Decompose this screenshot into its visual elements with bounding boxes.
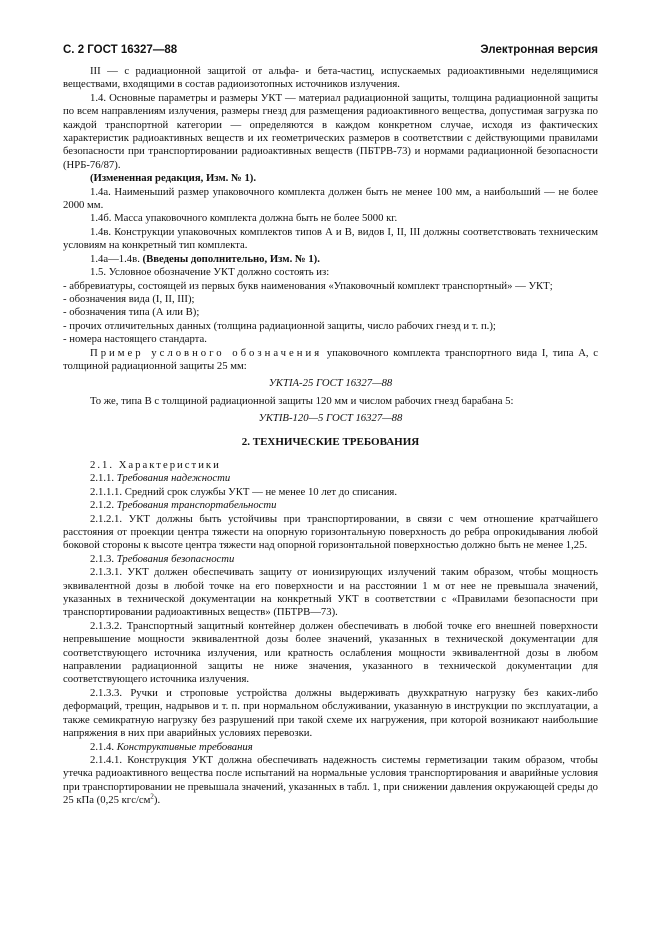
page-header-left: С. 2 ГОСТ 16327—88 (63, 44, 178, 56)
document-body (63, 65, 598, 808)
paragraph-text-end: ). (153, 794, 161, 807)
subsection-title: Требования безопасности (116, 552, 235, 565)
clause-number: 2.1.4. (90, 740, 117, 753)
subsection-title: 2.1. Характеристики (90, 458, 221, 471)
subsection-heading (63, 459, 598, 472)
paragraph: 2.1.3.1. УКТ должен обеспечивать защиту от ионизирующих излучений таким образом, чтобы мощность эквивалентной дозы в любой точке на его поверхности и на расстоянии 1 м от нее не превышала значений, указанных в технической документации на конкретный УКТ в соответствии с «Правилами безопасности при транспортировании радиоактивных веществ» (ПБТРВ—73). (63, 566, 598, 619)
list-item: - прочих отличительных данных (толщина радиационной защиты, число рабочих гнезд и т. п.); (63, 319, 496, 332)
example-text: упаковочного комплекта транспортного вида I, типа А, с толщиной радиационной защиты 25 мм: (63, 346, 598, 372)
amendment-note: (Введены дополнительно, Изм. № 1). (142, 252, 320, 265)
paragraph (63, 754, 598, 808)
paragraph: 2.1.3.3. Ручки и строповые устройства должны выдерживать двухкратную нагрузку без каких-либо деформаций, трещин, надрывов и т. п. при нормальном обслуживании, указанную в инструкции по эксплуатации, а также семикратную нагрузку без разрушений при такой схеме их нагружения, при которой возникают наибольшие напряжения в них при аварийных условиях перевозки. (63, 686, 598, 740)
subsection-title: Конструктивные требования (116, 740, 253, 753)
paragraph: 1.4а. Наименьший размер упаковочного комплекта должен быть не менее 100 мм, а наибольший — не более 2000 мм. (63, 185, 598, 212)
paragraph: 2.1.3.2. Транспортный защитный контейнер должен обеспечивать в любой точке его внешней поверхности непревышение мощности эквивалентной дозы более значений, указанных в технической документации для соответствующего источника излучения, или кратность ослабления мощности эквивалентной дозы в любом направлении радиационной защиты не ниже значения, указанного в технической документации для соответствующего источника излучения. (63, 619, 598, 686)
subsection-title: Требования надежности (116, 472, 231, 485)
section-heading: 2. ТЕХНИЧЕСКИЕ ТРЕБОВАНИЯ (241, 435, 420, 448)
clause-number: 2.1.2. (90, 499, 117, 512)
designation-example: УКТIА-25 ГОСТ 16327—88 (268, 377, 393, 390)
paragraph (63, 347, 598, 374)
subsection-heading (63, 741, 598, 754)
list-item: - номера настоящего стандарта. (63, 333, 207, 346)
example-label: Пример условного обозначения (90, 346, 323, 359)
designation-example: УКТIВ-120—5 ГОСТ 16327—88 (258, 412, 403, 425)
subsection-heading (63, 499, 598, 512)
list-item: - обозначения вида (I, II, III); (63, 292, 195, 305)
page-header-right: Электронная версия (480, 44, 598, 56)
subsection-heading (63, 472, 598, 485)
amendment-note: (Измененная редакция, Изм. № 1). (90, 172, 257, 185)
list-item: - аббревиатуры, состоящей из первых букв наименования «Упаковочный комплект транспортный» — УКТ; (63, 279, 553, 292)
subsection-heading (63, 553, 598, 566)
paragraph: 2.1.1.1. Средний срок службы УКТ — не менее 10 лет до списания. (90, 485, 398, 498)
paragraph: III — с радиационной защитой от альфа- и бета-частиц, испускаемых радиоактивными неделящимися веществами, входящими в состав радиоизотопных источников излучения. (63, 65, 598, 91)
list-item: - обозначения типа (А или В); (63, 306, 200, 319)
clause-range: 1.4а—1.4в. (90, 252, 143, 265)
paragraph: 1.4. Основные параметры и размеры УКТ — материал радиационной защиты, толщина радиационной защиты по всем направлениям излучения, размеры гнезд для размещения радиоактивного вещества, допустимая загрузка по каждой транспортной категории — определяются в каждом конкретном случае, исходя из фактических характеристик радиоактивных веществ и их геометрических размеров в соответствии с действующими правилами безопасности при транспортировании радиоактивных веществ (ПБТРВ-73) и нормами радиационной безопасности (НРБ-76/87). (63, 91, 598, 171)
paragraph: 2.1.2.1. УКТ должны быть устойчивы при транспортировании, в связи с чем отношение кратчайшего расстояния от проекции центра тяжести на опорную горизонтальную поверхность до ребра опрокидывания любой боковой стороны к высоте центра тяжести над опорной горизонтальной поверхностью должно быть не менее 1,25. (63, 512, 598, 552)
superscript: 2 (150, 792, 154, 801)
subsection-title: Требования транспортабельности (116, 499, 277, 512)
paragraph: 1.4б. Масса упаковочного комплекта должна быть не более 5000 кг. (90, 212, 398, 225)
paragraph-text: 2.1.4.1. Конструкция УКТ должна обеспечивать надежность системы герметизации таким образом, чтобы утечка радиоактивного вещества после испытаний на нормальные условия транспортирования и аварийные условия при транспортировании не превышала значений, указанных в табл. 1, при снижении давления окружающей среды до 25 кПа (0,25 кгс/см (63, 753, 598, 807)
paragraph: 1.5. Условное обозначение УКТ должно состоять из: (90, 266, 330, 279)
clause-number: 2.1.3. (90, 552, 117, 565)
paragraph (63, 253, 598, 266)
paragraph: То же, типа В с толщиной радиационной защиты 120 мм и числом рабочих гнезд барабана 5: (90, 394, 514, 407)
paragraph: 1.4в. Конструкции упаковочных комплектов типов А и В, видов I, II, III должны соответствовать техническим условиям на конкретный тип комплекта. (63, 225, 598, 252)
clause-number: 2.1.1. (90, 472, 117, 485)
